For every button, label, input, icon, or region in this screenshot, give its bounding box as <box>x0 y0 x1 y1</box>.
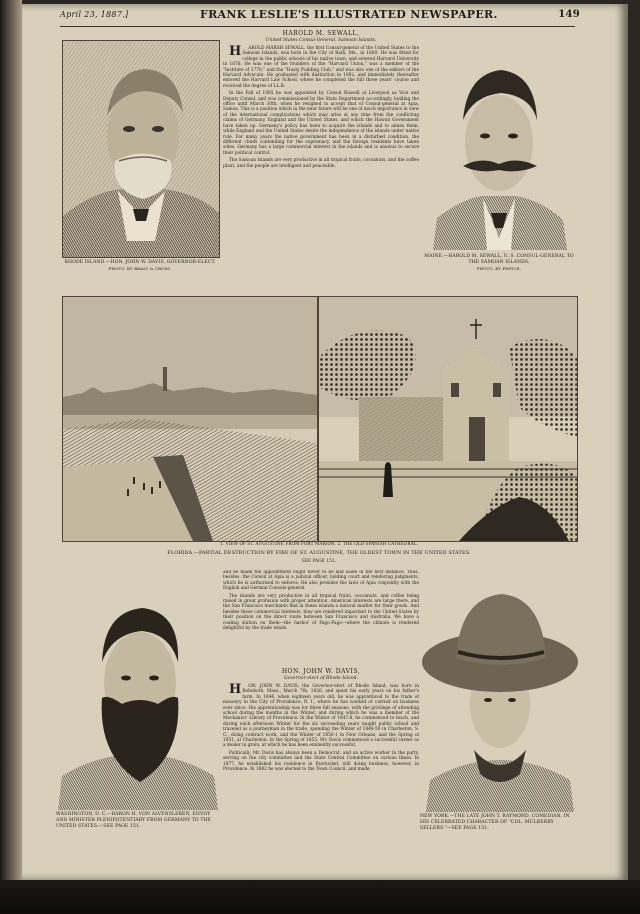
engraving-spanish-cathedral <box>318 296 578 542</box>
caption-raymond: NEW YORK.—THE LATE JOHN T. RAYMOND, COMEDIAN, IN HIS CELEBRATED CHARACTER OF "COL. MULBERRY SELLERS."—SEE PAGE 151. <box>420 814 570 831</box>
caption-sewall-credit: PHOTO. BY PRINCE. <box>476 266 522 271</box>
article-continued-paragraph: The islands are very productive in all tropical fruits, cocoanuts, and coffee being raised in great profusion with proper attention. American interests are large there, and the San Francisco merchants find in these islands a natural market for their goods. And besides these commercial interests, they are rendered important to the United States by their position on the direct route between San Francisco and Australia. We have a coaling station on them—the harbor of Pago-Pago—where the climate is rendered delightful by the trade winds. <box>223 593 419 632</box>
article-sewall-paragraph: In the Fall of 1885 he was appointed by Consul Russell at Liverpool as Vice and Deputy Consul, and was commissioned by the State Department accordingly, holding the office until March 30th, when he resigned to accept that of Consul-general at Apia, Samoa. This is a position which in the near future will be one of much importance in view of the international complications which may arise at any time from the conflicting claims of Germany, England and the United States, and which the Hawaii Government have taken up. Germany's policy has been to acquire the islands and to annex them, while England and the United States desire the independence of the islands under native rule. For many years the native government has been in a disturbed condition, the different chiefs contending for the supremacy, and the foreign residents have taken sides. Germany has a large commercial interest in the islands and is anxious to secure their political control. <box>223 91 419 156</box>
portrait-sewall <box>423 38 575 250</box>
article-davis-paragraph: Politically, Mr. Davis has always been a Democrat, and an active worker in the party, serving on the city committee and the State Central Committee on various times. In 1877, he established his residence in Pawtucket, still doing business, however, in Providence. In 1882 he was elected to the Town Council, and made <box>223 750 419 773</box>
florida-see-page: SEE PAGE 151. <box>301 558 337 563</box>
article-continued-paragraph: and he made the appointment ought never to be laid aside in the first instance. Thus, besides, the Consul at Apia is a judicial officer, holding court and rendering judgments, which he is authorized to enforce. He also presides the laws of Apia conjointly with the English and German Consuls-general. <box>223 570 419 592</box>
caption-davis-credit: PHOTO. BY BRALY & CROSS. <box>108 266 172 271</box>
caption-alvensleben: WASHINGTON, D. C.—BARON H. VON ALVENSLEBEN, ENVOY AND MINISTER PLENIPOTENTIARY FROM GERMANY TO THE UNITED STATES.—SEE PAGE 151. <box>56 812 212 829</box>
florida-caption: FLORIDA.—PARTIAL DESTRUCTION BY FIRE OF ST. AUGUSTINE, THE OLDEST TOWN IN THE UNITED STATES. <box>167 550 471 556</box>
article-davis-subheading: Governor-elect of Rhode Island. <box>283 676 359 681</box>
portrait-raymond <box>420 584 580 812</box>
engraving-st-augustine-view <box>62 296 318 542</box>
article-sewall-heading: HAROLD M. SEWALL, <box>282 30 360 37</box>
article-sewall <box>223 30 419 280</box>
book-binding <box>0 0 22 914</box>
article-sewall-paragraph: The Samoan Islands are very productive in all tropical fruits, cocoanuts, and the coffee plant, and the people are intelligent and peaceable. <box>223 158 419 169</box>
portrait-davis <box>62 40 220 258</box>
masthead <box>60 8 580 24</box>
caption-sewall-text: MAINE.—HAROLD M. SEWALL, U. S. CONSUL-GENERAL TO THE SAMOAN ISLANDS. <box>424 254 574 265</box>
page-number: 149 <box>558 9 580 20</box>
article-davis-heading: HON. JOHN W. DAVIS, <box>281 668 361 675</box>
caption-sewall <box>420 254 578 272</box>
article-davis <box>223 668 419 848</box>
page-bottom-edge <box>0 880 640 914</box>
article-davis-paragraph: HON. JOHN W. DAVIS, the Governor-elect of Rhode Island, was born in Rehoboth, Mass., March 7th, 1826, and spent his early years on his father's farm. In 1844, when eighteen years old, he was apprenticed to the trade of masonry in the City of Providence, R. I., where he has worked or carried on business ever since. His apprenticeship was for three full seasons, with the privilege of attending school during the months in the Winter, and during which he was a member of the Mechanics' Library of Providence. In the Winter of 1847-8, he commenced to teach, and during each afternoon Winter for the six succeeding years taught public school and traveled as a journeyman in the trade, spending the Winter of 1849-50 in Charleston, S. C., doing contract work, and the Winter of 1850-1 in New Orleans, and the Spring of 1851, at Charleston. In the Spring of 1855, Mr. Davis commenced a successful career as a dealer in grain, at which he has been eminently successful. <box>223 682 419 749</box>
issue-date: April 23, 1887.] <box>60 10 129 19</box>
caption-davis-text: RHODE ISLAND.—HON. JOHN W. DAVIS, GOVERNOR-ELECT. <box>64 260 216 265</box>
article-sewall-paragraph: HAROLD MARSH SEWALL, the first Consul-general of the United States to the Samoan Islands, was born in the City of Bath, Me., in 1860. He was fitted for college in the public schools of his native town, and entered Harvard University in 1878. He was one of the founders of the "Harvard Union," was a member of the "Institute of 1770," and the "Hasty Pudding Club," and was also one of the editors of the Harvard Advocate. He graduated with distinction in 1882, and immediately thereafter entered the Harvard Law School, where he completed the full three years' course and received the degree of LL.B. <box>223 44 419 89</box>
newspaper-title: FRANK LESLIE'S ILLUSTRATED NEWSPAPER. <box>200 8 498 21</box>
article-sewall-subheading: United States Consul-General, Samoan Islands. <box>265 38 377 43</box>
portrait-alvensleben <box>58 586 218 810</box>
masthead-rule <box>60 26 575 27</box>
article-sewall-continued <box>223 570 419 662</box>
florida-subcaption: 1. VIEW OF ST. AUGUSTINE FROM FORT MARION. 2. THE OLD SPANISH CATHEDRAL. <box>219 541 419 546</box>
caption-davis <box>60 260 220 272</box>
